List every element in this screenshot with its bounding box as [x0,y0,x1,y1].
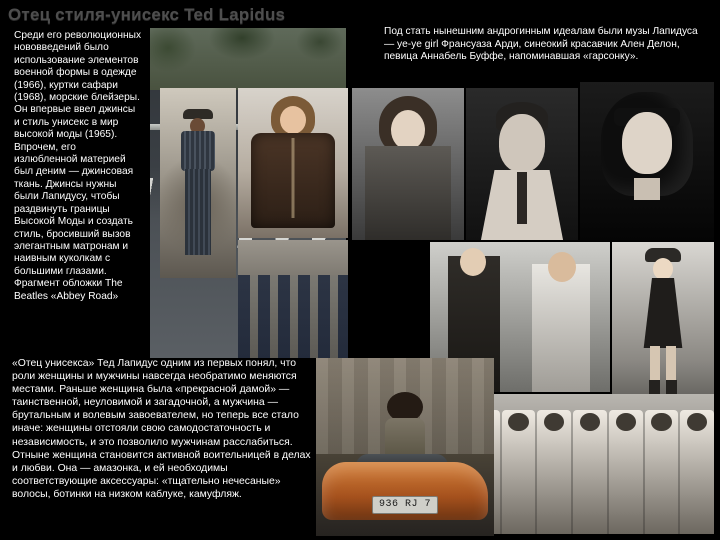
model-coat-dress-photo [612,242,714,412]
left-text-column: Среди его революционных нововведений было использование элементов военной формы в одежде (1966), куртки сафари (1968), морские блейзеры. Он впервые ввел джинсы и стиль унисекс в мир высокой моды (1965). Впрочем, его излюбленной материей был деним — джинсовая ткань. Джинсы нужны были Лапидусу, чтобы раздвинуть границы Высокой Моды и создать стиль, бросивший вызов элегантным матронам и наивным куколкам с большими глазами. Фрагмент обложки The Beatles «Abbey Road» [14,30,142,302]
bottom-text-column: «Отец унисекса» Тед Лапидус одним из первых понял, что роли женщины и мужчины навсегда необратимо меняются местами. Раньше женщина была «прекрасной дамой» — таинственной, неуловимой и загадочной, а мужчина — брутальным и волевым завоевателем, но теперь все стало иначе: женщины отстояли свою самодостаточность и независимость, и это позволило мужчинам расслабиться. Отныне женщина становится активной воительницей в делах и любви. Она — амазонка, и ей необходимы соответствующие аксессуары: «тщательно нечесаные» волосы, ботинки на низком каблуке, камуфляж. [12,358,311,500]
top-right-text-column: Под стать нынешним андрогинным идеалам были музы Лапидуса — ye-ye girl Франсуаза Арди, синеокий красавчик Ален Делон, певица Аннабель Буффе, напоминавшая «гарсонку». [384,26,698,63]
model-on-sports-car-photo [316,358,494,536]
francoise-hardy-portrait-photo [352,88,464,240]
model-pinstripe-suit-photo [160,88,236,278]
bob-haircut-portrait-photo [580,82,714,240]
model-leather-jacket-photo [238,88,348,238]
street-crowd-photo [238,240,348,358]
license-plate: 936 RJ 7 [372,496,438,514]
page-title: Отец стиля-унисекс Ted Lapidus [8,5,286,24]
alain-delon-portrait-photo [466,88,578,240]
